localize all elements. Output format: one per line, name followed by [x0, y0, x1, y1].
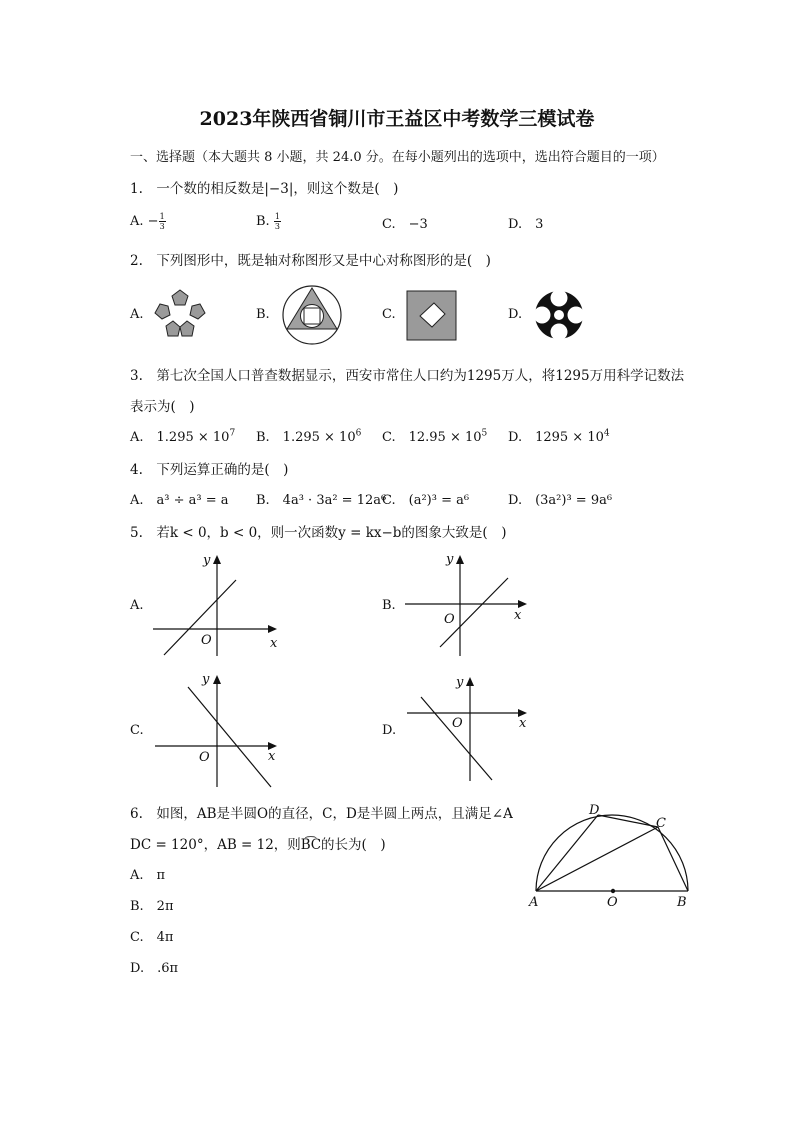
question-6-stem-line-2: DC = 120°，AB = 12，则B͡C的长为( ) — [130, 837, 386, 853]
q6-option-d: D. .6π — [130, 961, 179, 976]
q2-figure-b-circle-triangle — [281, 284, 343, 346]
q6-option-c: C. 4π — [130, 930, 174, 945]
q5-graph-d-x-label: x — [519, 716, 527, 731]
q4-option-d: D. (3a²)³ = 9a⁶ — [508, 493, 613, 508]
q2-figure-d-petals — [533, 289, 585, 341]
q1-option-b — [256, 212, 281, 231]
q3-option-c — [382, 426, 487, 445]
q5-option-d: D. — [382, 723, 397, 738]
q1-option-b-denominator: 3 — [274, 222, 280, 231]
q3-option-b — [256, 426, 361, 445]
q5-graph-c-x-label: x — [268, 749, 276, 764]
q1-option-c: C. −3 — [382, 217, 428, 232]
q6-point-o: O — [607, 895, 618, 910]
q2-option-b: B. — [256, 307, 270, 322]
q5-graph-b-y-label: y — [446, 552, 454, 567]
q5-graph-b-origin: O — [444, 612, 455, 627]
q2-figure-c-squares — [406, 290, 458, 342]
q2-option-c: C. — [382, 307, 396, 322]
q5-graph-d-origin: O — [452, 716, 463, 731]
question-4-stem: 4. 下列运算正确的是( ) — [130, 462, 289, 478]
q5-option-b: B. — [382, 598, 396, 613]
question-1-stem: 1. 一个数的相反数是|−3|，则这个数是( ) — [130, 181, 399, 197]
q6-semicircle-figure — [525, 798, 700, 913]
q5-graph-c — [150, 670, 280, 790]
q3-option-c-exponent: 5 — [481, 428, 488, 439]
q1-option-b-numerator: 1 — [274, 212, 280, 221]
question-3-stem-line-2: 表示为( ) — [130, 399, 195, 415]
q1-option-a-fraction — [159, 212, 166, 231]
q5-graph-a-x-label: x — [270, 636, 278, 651]
q2-option-d: D. — [508, 307, 523, 322]
q5-graph-a-origin: O — [201, 633, 212, 648]
q5-graph-a-y-label: y — [203, 553, 211, 568]
q3-option-d — [508, 426, 610, 445]
q1-option-a-sign: − — [147, 214, 159, 229]
q1-option-a-denominator: 3 — [159, 222, 165, 231]
q6-option-a: A. π — [130, 868, 166, 883]
q1-option-b-fraction — [274, 212, 281, 231]
q1-option-a-numerator: 1 — [159, 212, 165, 221]
q6-point-b: B — [677, 895, 687, 910]
q3-option-c-base: C. 12.95 × 10 — [382, 430, 482, 445]
q4-option-a: A. a³ ÷ a³ = a — [130, 493, 229, 508]
q1-option-a-label: A. — [130, 214, 144, 229]
q6-point-a: A — [529, 895, 539, 910]
section-heading: 一、选择题（本大题共 8 小题，共 24.0 分。在每小题列出的选项中，选出符合题目的一项） — [130, 150, 665, 165]
question-2-stem: 2. 下列图形中，既是轴对称图形又是中心对称图形的是( ) — [130, 253, 491, 269]
q4-option-b: B. 4a³ · 3a² = 12a⁶ — [256, 493, 387, 508]
q1-option-d: D. 3 — [508, 217, 544, 232]
q6-point-d: D — [589, 803, 600, 818]
q4-option-c: C. (a²)³ = a⁶ — [382, 493, 470, 508]
q5-graph-b-x-label: x — [514, 608, 522, 623]
q3-option-d-base: D. 1295 × 10 — [508, 430, 604, 445]
q5-graph-c-y-label: y — [202, 672, 210, 687]
q6-point-c: C — [656, 816, 666, 831]
q5-graph-d — [402, 673, 532, 788]
q2-figure-a-pentagons — [153, 288, 207, 340]
q5-option-a: A. — [130, 598, 144, 613]
question-6-stem-line-1: 6. 如图，AB是半圆O的直径，C，D是半圆上两点，且满足∠A — [130, 806, 513, 822]
q3-option-b-base: B. 1.295 × 10 — [256, 430, 356, 445]
q5-graph-a — [150, 550, 280, 660]
q6-option-b: B. 2π — [130, 899, 174, 914]
q3-option-a — [130, 426, 235, 445]
q2-option-a: A. — [130, 307, 144, 322]
q3-option-a-base: A. 1.295 × 10 — [130, 430, 230, 445]
q5-graph-d-y-label: y — [456, 675, 464, 690]
question-5-stem: 5. 若k < 0，b < 0，则一次函数y = kx−b的图象大致是( ) — [130, 525, 507, 541]
q1-option-a — [130, 212, 166, 231]
q3-option-b-exponent: 6 — [355, 428, 362, 439]
question-3-stem-line-1: 3. 第七次全国人口普查数据显示，西安市常住人口约为1295万人，将1295万用科学记数法 — [130, 368, 685, 384]
q3-option-a-exponent: 7 — [229, 428, 236, 439]
q1-option-b-label: B. — [256, 214, 270, 229]
q5-graph-b — [402, 550, 532, 660]
q3-option-d-exponent: 4 — [603, 428, 610, 439]
q5-option-c: C. — [130, 723, 144, 738]
page-title: 2023年陕西省铜川市王益区中考数学三模试卷 — [199, 108, 595, 130]
q5-graph-c-origin: O — [199, 750, 210, 765]
